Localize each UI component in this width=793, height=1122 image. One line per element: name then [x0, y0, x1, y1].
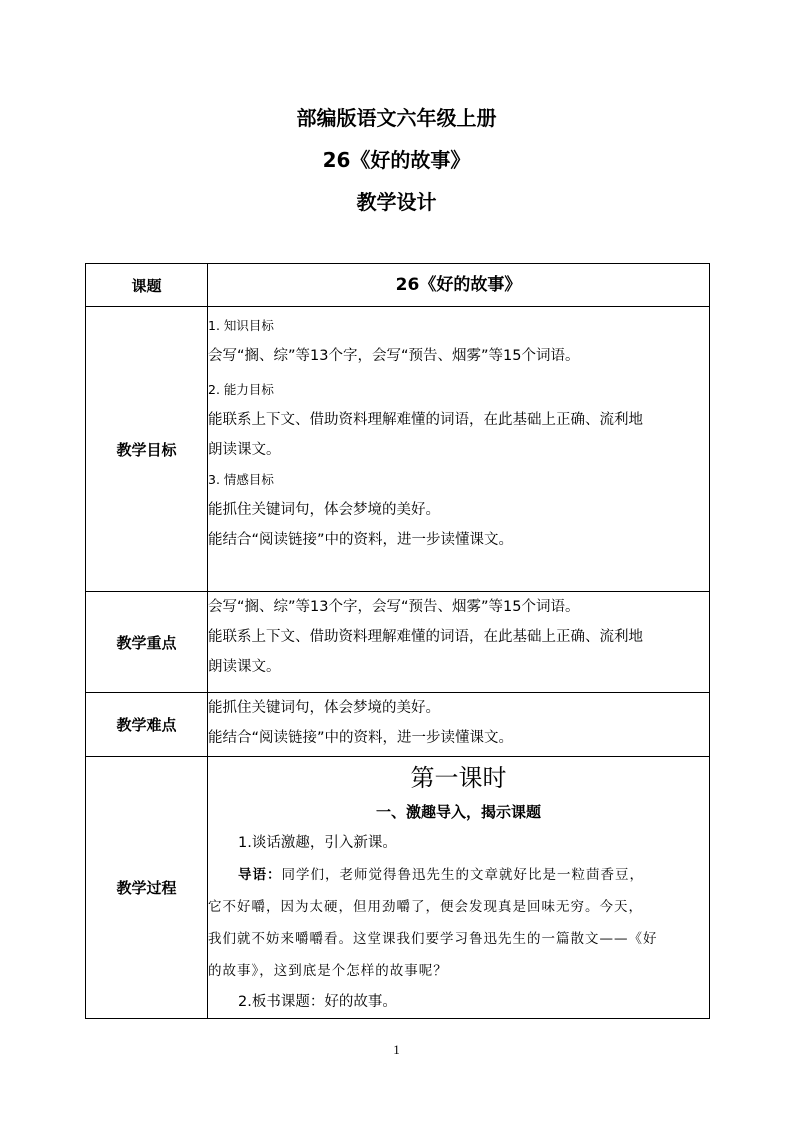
table-row-goals — [86, 307, 710, 592]
process-step: 1.谈话激趣，引入新课。 — [238, 835, 397, 851]
guide-line: 它不好嚼，因为太硬，但用劲嚼了，便会发现真是回味无穷。今天， — [208, 899, 643, 915]
process-step: 2.板书课题：好的故事。 — [238, 994, 397, 1010]
page-number: 1 — [393, 1042, 400, 1057]
lesson-title: 第一课时 — [410, 764, 507, 792]
key-point-line: 能联系上下文、借助资料理解难懂的词语，在此基础上正确、流利地 — [208, 629, 643, 645]
topic-label: 课题 — [86, 264, 208, 307]
title-grade-line: 部编版语文六年级上册 — [296, 106, 497, 130]
guide-line: 我们就不妨来嚼嚼看。这堂课我们要学习鲁迅先生的一篇散文——《好 — [208, 931, 658, 947]
table-row-topic — [86, 264, 710, 307]
guide-line: 同学们，老师觉得鲁迅先生的文章就好比是一粒茴香豆， — [281, 867, 644, 883]
goals-cell — [208, 307, 710, 592]
goal-heading: 2. 能力目标 — [208, 382, 274, 397]
table-row-key-points — [86, 592, 710, 693]
guide-lead: 导语： — [238, 867, 282, 883]
key-points-label: 教学重点 — [86, 592, 208, 693]
table-row-difficult-points — [86, 693, 710, 757]
difficult-points-label: 教学难点 — [86, 693, 208, 757]
guide-paragraph — [208, 859, 709, 987]
key-points-cell — [208, 592, 710, 693]
goal-line: 会写“搁、综”等13个字，会写“预告、烟雾”等15个词语。 — [208, 348, 580, 364]
guide-line: 的故事》，这到底是个怎样的故事呢？ — [208, 963, 448, 979]
title-design-line: 教学设计 — [356, 190, 437, 214]
difficult-point-line: 能结合“阅读链接”中的资料，进一步读懂课文。 — [208, 730, 514, 746]
goal-line: 朗读课文。 — [208, 442, 281, 458]
goals-label: 教学目标 — [86, 307, 208, 592]
process-label: 教学过程 — [86, 757, 208, 1019]
goal-line: 能结合“阅读链接”中的资料，进一步读懂课文。 — [208, 532, 514, 548]
topic-cell — [208, 264, 710, 307]
goal-line: 能抓住关键词句，体会梦境的美好。 — [208, 502, 440, 518]
process-cell — [208, 757, 710, 1019]
topic-value: 26《好的故事》 — [395, 275, 522, 295]
table-row-process — [86, 757, 710, 1019]
section-title: 一、激趣导入，揭示课题 — [375, 803, 541, 821]
lesson-plan-table — [85, 263, 710, 1019]
difficult-point-line: 能抓住关键词句，体会梦境的美好。 — [208, 700, 440, 716]
title-lesson-line: 26《好的故事》 — [322, 148, 471, 172]
difficult-points-cell — [208, 693, 710, 757]
goal-heading: 3. 情感目标 — [208, 472, 274, 487]
key-point-line: 会写“搁、综”等13个字，会写“预告、烟雾”等15个词语。 — [208, 599, 580, 615]
goal-heading: 1. 知识目标 — [208, 318, 274, 333]
goal-line: 能联系上下文、借助资料理解难懂的词语，在此基础上正确、流利地 — [208, 412, 643, 428]
key-point-line: 朗读课文。 — [208, 659, 281, 675]
